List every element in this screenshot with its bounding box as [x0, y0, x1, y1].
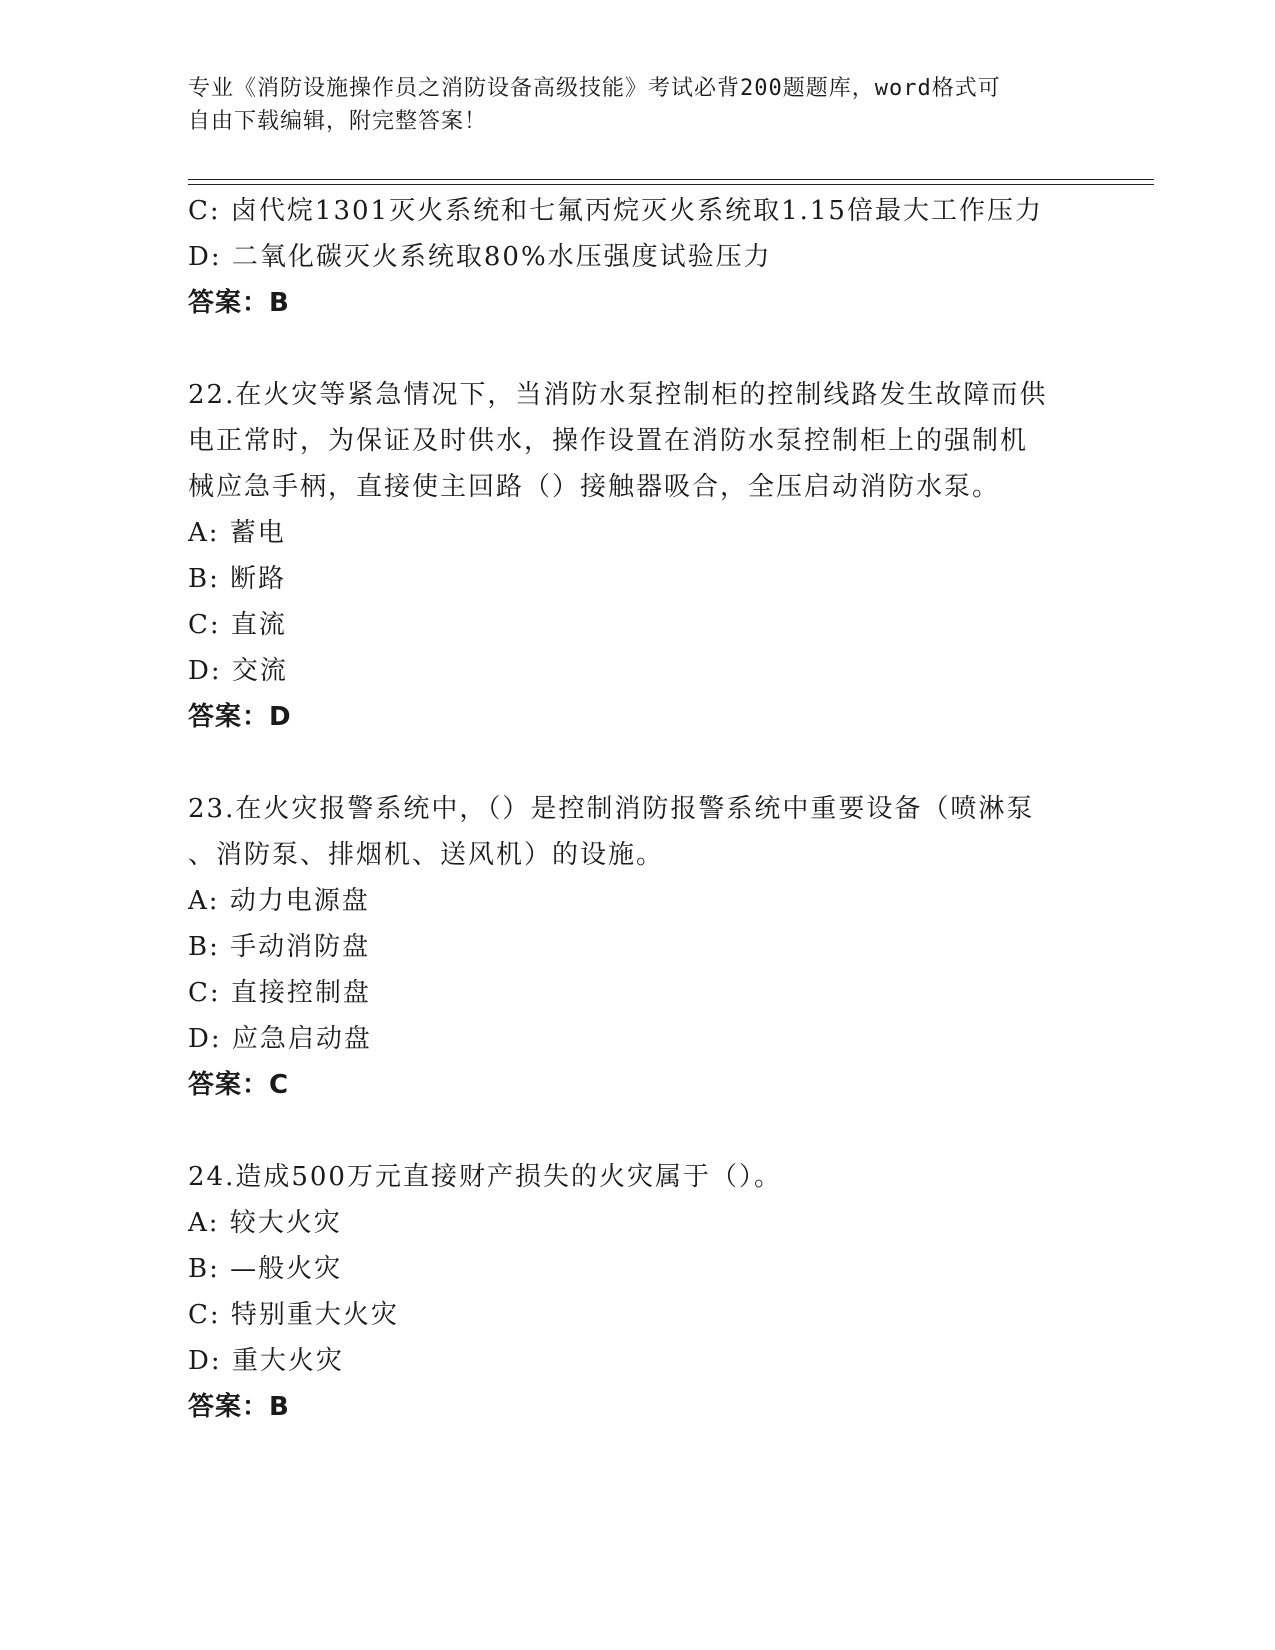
- header-line-1: 专业《消防设施操作员之消防设备高级技能》考试必背200题题库，word格式可: [188, 76, 1001, 101]
- question-22: [188, 372, 1088, 740]
- question-stem-line: 22.在火灾等紧急情况下，当消防水泵控制柜的控制线路发生故障而供: [188, 380, 1048, 410]
- option-b: B: —般火灾: [188, 1254, 343, 1284]
- document-header: [188, 72, 1068, 138]
- question-stem-line: 24.造成500万元直接财产损失的火灾属于（）。: [188, 1162, 782, 1192]
- header-rule-bottom: [188, 184, 1154, 185]
- header-line-2: 自由下载编辑，附完整答案！: [188, 109, 488, 134]
- question-stem-line: 、消防泵、排烟机、送风机）的设施。: [188, 840, 665, 870]
- option-d: D: 重大火灾: [188, 1346, 344, 1376]
- option-b: B: 断路: [188, 564, 287, 594]
- answer: 答案：B: [188, 1392, 290, 1422]
- option-d: D: 交流: [188, 656, 288, 686]
- question-stem-line: 械应急手柄，直接使主回路（）接触器吸合，全压启动消防水泵。: [188, 472, 1001, 502]
- option-d: D: 应急启动盘: [188, 1024, 372, 1054]
- document-body: [188, 188, 1088, 1430]
- header-rule-top: [188, 179, 1154, 180]
- answer: 答案：B: [188, 288, 290, 318]
- question-24: [188, 1154, 1088, 1430]
- option-c: C: 直流: [188, 610, 287, 640]
- option-a: A: 动力电源盘: [188, 886, 370, 916]
- spacer: [188, 326, 1088, 372]
- continued-question: [188, 188, 1088, 326]
- option-c: C: 特别重大火灾: [188, 1300, 399, 1330]
- option-d: D: 二氧化碳灭火系统取80%水压强度试验压力: [188, 242, 772, 272]
- question-stem-line: 电正常时，为保证及时供水，操作设置在消防水泵控制柜上的强制机: [188, 426, 1029, 456]
- question-stem-line: 23.在火灾报警系统中，（）是控制消防报警系统中重要设备（喷淋泵: [188, 794, 1035, 824]
- spacer: [188, 1108, 1088, 1154]
- spacer: [188, 740, 1088, 786]
- option-a: A: 蓄电: [188, 518, 286, 548]
- answer: 答案：D: [188, 702, 292, 732]
- question-23: [188, 786, 1088, 1108]
- option-c: C: 直接控制盘: [188, 978, 371, 1008]
- answer: 答案：C: [188, 1070, 290, 1100]
- option-b: B: 手动消防盘: [188, 932, 371, 962]
- option-a: A: 较大火灾: [188, 1208, 342, 1238]
- option-c: C: 卤代烷1301灭火系统和七氟丙烷灭火系统取1.15倍最大工作压力: [188, 196, 1043, 226]
